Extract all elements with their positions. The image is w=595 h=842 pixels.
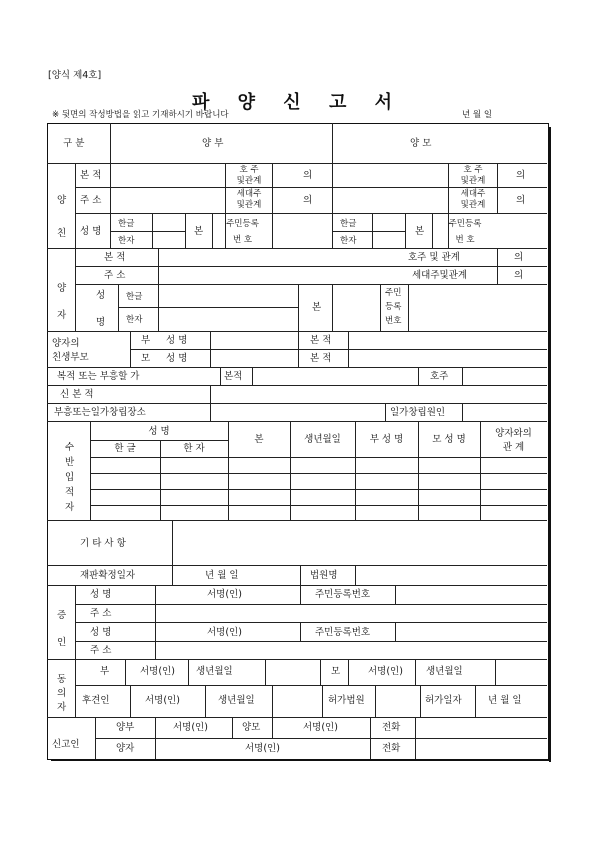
table-rule [90,457,547,458]
form-title: 파 양 신 고 서 [191,92,403,113]
date-label: 년 월 일 [488,695,522,706]
adoptive-mother-header: 양 모 [410,138,432,149]
table-rule [385,403,386,421]
rrn-label: 주민등록 [226,219,259,229]
adoptive-father-label: 양부 [116,722,135,733]
table-rule [95,717,96,759]
section-side-label: 인 [57,637,67,648]
hanja-header: 한 자 [183,443,205,454]
table-rule [462,403,463,421]
name-label: 성 명 [166,335,188,346]
mother-name-header: 모 성 명 [432,434,466,445]
hoju-label: 호주 [430,371,449,382]
signature-label: 서명(인) [173,722,208,733]
reporter-label: 신고인 [52,739,80,750]
hangeul-label: 한글 [340,219,357,229]
table-rule [75,163,76,248]
table-rule [210,403,211,421]
birth-label: 생년월일 [218,695,255,706]
table-rule [110,231,185,232]
bonjeok-label: 본적 [224,371,243,382]
ui-label: 의 [514,252,524,263]
table-rule [47,331,547,332]
bon-label: 본 [194,226,204,237]
section-side-label: 친 [57,228,67,239]
section-side-label: 양 [57,283,67,294]
saedae-label: 세대주 [460,189,486,199]
section-side-label: 양 [57,195,67,206]
table-rule [497,248,498,284]
table-rule [95,738,547,739]
name-label: 성 명 [166,353,188,364]
phone-label: 전화 [382,743,401,754]
name-label: 성 명 [90,589,112,600]
juso-label: 주 소 [90,645,112,656]
relation-header: 양자와의 [495,428,532,439]
juso-label: 주 소 [90,608,112,619]
hangeul-header: 한 글 [114,443,136,454]
signature-label: 서명(인) [140,666,175,677]
gubun-label: 구 분 [63,138,85,149]
table-rule [415,717,416,759]
birth-label: 생년월일 [196,666,233,677]
rrn-label: 번호 [385,316,402,326]
rrn-label: 주민등록번호 [315,627,371,638]
hoju-label: 호 주 [463,165,483,175]
bon-label: 본 [312,302,322,313]
relation-header: 관 계 [502,442,525,453]
guardian-label: 후견인 [82,695,110,706]
table-rule [90,473,547,474]
rrn-label: 주민 [385,288,402,298]
birth-label: 생년월일 [426,666,463,677]
bonjeok-label: 본 적 [310,353,332,364]
table-rule [355,565,356,585]
hoju-label: 호 주 [239,165,259,175]
saedae-label: 및관계 [460,200,486,210]
rrn-label: 등록 [385,302,402,312]
table-rule [47,421,547,422]
bonjeok-label: 본 적 [310,335,332,346]
table-rule [298,284,299,331]
table-rule [47,565,547,566]
father-label: 부 [100,666,110,677]
table-rule [90,440,228,441]
table-rule [75,266,547,267]
date-label: 년 월 일 [205,570,239,581]
table-rule [47,717,547,718]
signature-label: 서명(인) [368,666,403,677]
table-rule [47,520,547,521]
table-rule [462,367,463,385]
signature-label: 서명(인) [207,589,242,600]
signature-label: 서명(인) [207,627,242,638]
hangeul-label: 한글 [126,292,143,302]
mother-label: 모 [331,666,341,677]
juso-label: 주 소 [80,195,102,206]
table-rule [90,489,547,490]
table-rule [47,385,547,386]
form-number: [양식 제4호] [48,70,102,81]
adoptee-label: 양자 [116,743,135,754]
table-rule [395,585,396,604]
table-rule [172,520,173,565]
birth-parents-label: 양자의 [52,338,80,349]
table-rule [75,248,76,331]
table-rule [272,163,273,248]
table-rule [47,585,547,586]
permit-date-label: 허가일자 [425,695,462,706]
name-header: 성 명 [148,426,170,437]
table-rule [332,123,333,248]
birth-header: 생년월일 [304,434,341,445]
table-rule [47,403,547,404]
table-rule [332,231,405,232]
table-rule [185,213,186,248]
section-side-label: 입 [65,472,75,483]
section-side-label: 자 [65,502,75,513]
adoptive-father-header: 양 부 [202,138,224,149]
table-rule [75,622,547,623]
table-rule [188,659,189,685]
name-label: 성 명 [90,627,112,638]
table-rule [118,307,298,308]
permit-court-label: 허가법원 [328,695,365,706]
table-rule [395,622,396,641]
table-rule [205,685,206,717]
ui-label: 의 [516,170,526,181]
rrn-label: 번 호 [455,235,475,245]
table-rule [300,565,301,585]
father-name-header: 부 성 명 [369,434,404,445]
table-rule [75,213,547,214]
table-rule [322,685,323,717]
table-rule [110,123,111,248]
mother-label: 모 [141,353,151,364]
table-rule [348,331,349,367]
table-rule [158,248,159,284]
table-rule [272,685,273,717]
hanja-label: 한자 [126,315,143,325]
section-side-label: 동 [57,674,67,685]
table-rule [408,284,409,331]
ui-label: 의 [516,195,526,206]
table-rule [415,659,416,685]
seong-label: 성 [96,290,106,301]
table-rule [300,622,301,641]
bonjeok-label: 본 적 [104,252,126,263]
table-rule [232,717,233,738]
table-rule [418,367,419,385]
hangeul-label: 한글 [118,219,135,229]
table-rule [497,163,498,213]
saedae-label: 및관계 [236,200,262,210]
hoju-rel-label: 호주 및 관계 [408,252,460,263]
table-rule [370,717,371,759]
bonjeok-label: 본 적 [80,170,102,181]
phone-label: 전화 [382,722,401,733]
table-rule [420,685,421,717]
hanja-label: 한자 [340,236,357,246]
table-rule [47,367,547,368]
new-family-reason-label: 일가창립원인 [390,407,446,418]
rrn-label: 주민등록번호 [315,589,371,600]
table-rule [272,717,273,738]
saedae-rel-label: 세대주및관계 [412,270,468,281]
birth-parents-label: 친생부모 [52,352,89,363]
table-rule [47,163,547,164]
table-rule [375,685,376,717]
table-rule [380,284,381,331]
table-rule [348,659,349,685]
rrn-label: 번 호 [232,235,253,245]
myeong-label: 명 [96,317,106,328]
ui-label: 의 [303,195,313,206]
table-rule [475,685,476,717]
hanja-label: 한자 [118,236,135,246]
table-rule [75,284,547,285]
table-rule [155,585,156,659]
saedae-label: 세대주 [236,189,262,199]
ui-label: 의 [303,170,313,181]
table-rule [252,367,253,385]
table-rule [155,717,156,738]
section-side-label: 수 [65,442,75,453]
father-label: 부 [141,335,151,346]
restore-family-label: 복적 또는 부흥할 가 [57,371,140,382]
table-rule [125,659,126,685]
signature-label: 서명(인) [145,695,180,706]
instruction-note: ※ 뒷면의 작성방법을 읽고 기재하시기 바랍니다 [52,110,229,120]
signature-label: 서명(인) [245,743,280,754]
bon-header: 본 [254,434,264,445]
table-rule [298,331,299,367]
table-rule [320,659,321,685]
section-side-label: 적 [65,487,75,498]
adoptive-mother-label: 양모 [242,722,261,733]
section-side-label: 반 [65,457,75,468]
new-bonjeok-label: 신 본 적 [60,389,94,400]
table-rule [300,585,301,604]
table-rule [210,331,211,367]
section-side-label: 증 [57,610,67,621]
section-side-label: 의 [57,688,67,699]
name-label: 성 명 [80,226,102,237]
new-family-place-label: 부흥또는일가창립장소 [54,407,146,418]
table-rule [75,585,76,659]
frame-shadow [51,759,551,761]
table-rule [210,385,211,403]
table-rule [130,349,547,350]
table-rule [47,659,547,660]
table-rule [130,331,131,367]
table-rule [75,659,76,717]
table-rule [47,248,547,249]
date-header: 년 월 일 [462,110,493,120]
table-rule [130,685,131,717]
table-rule [332,284,333,331]
table-rule [90,505,547,506]
court-label: 법원명 [310,570,338,581]
bon-label: 본 [415,226,425,237]
table-rule [75,685,547,686]
hoju-label: 및관계 [460,176,486,186]
table-rule [172,565,173,585]
table-rule [75,604,547,605]
table-rule [75,641,547,642]
table-rule [495,659,496,685]
ui-label: 의 [514,270,524,281]
section-side-label: 자 [57,310,67,321]
table-rule [220,367,221,385]
confirm-date-label: 재판확정일자 [80,570,136,581]
table-rule [405,213,406,248]
table-rule [155,738,156,759]
table-rule [265,659,266,685]
hoju-label: 및관계 [236,176,262,186]
section-side-label: 자 [57,702,67,713]
juso-label: 주 소 [104,270,126,281]
frame-shadow [549,127,551,762]
table-rule [75,187,547,188]
other-matters-label: 기 타 사 항 [80,538,126,549]
rrn-label: 주민등록 [448,219,482,229]
signature-label: 서명(인) [303,722,338,733]
